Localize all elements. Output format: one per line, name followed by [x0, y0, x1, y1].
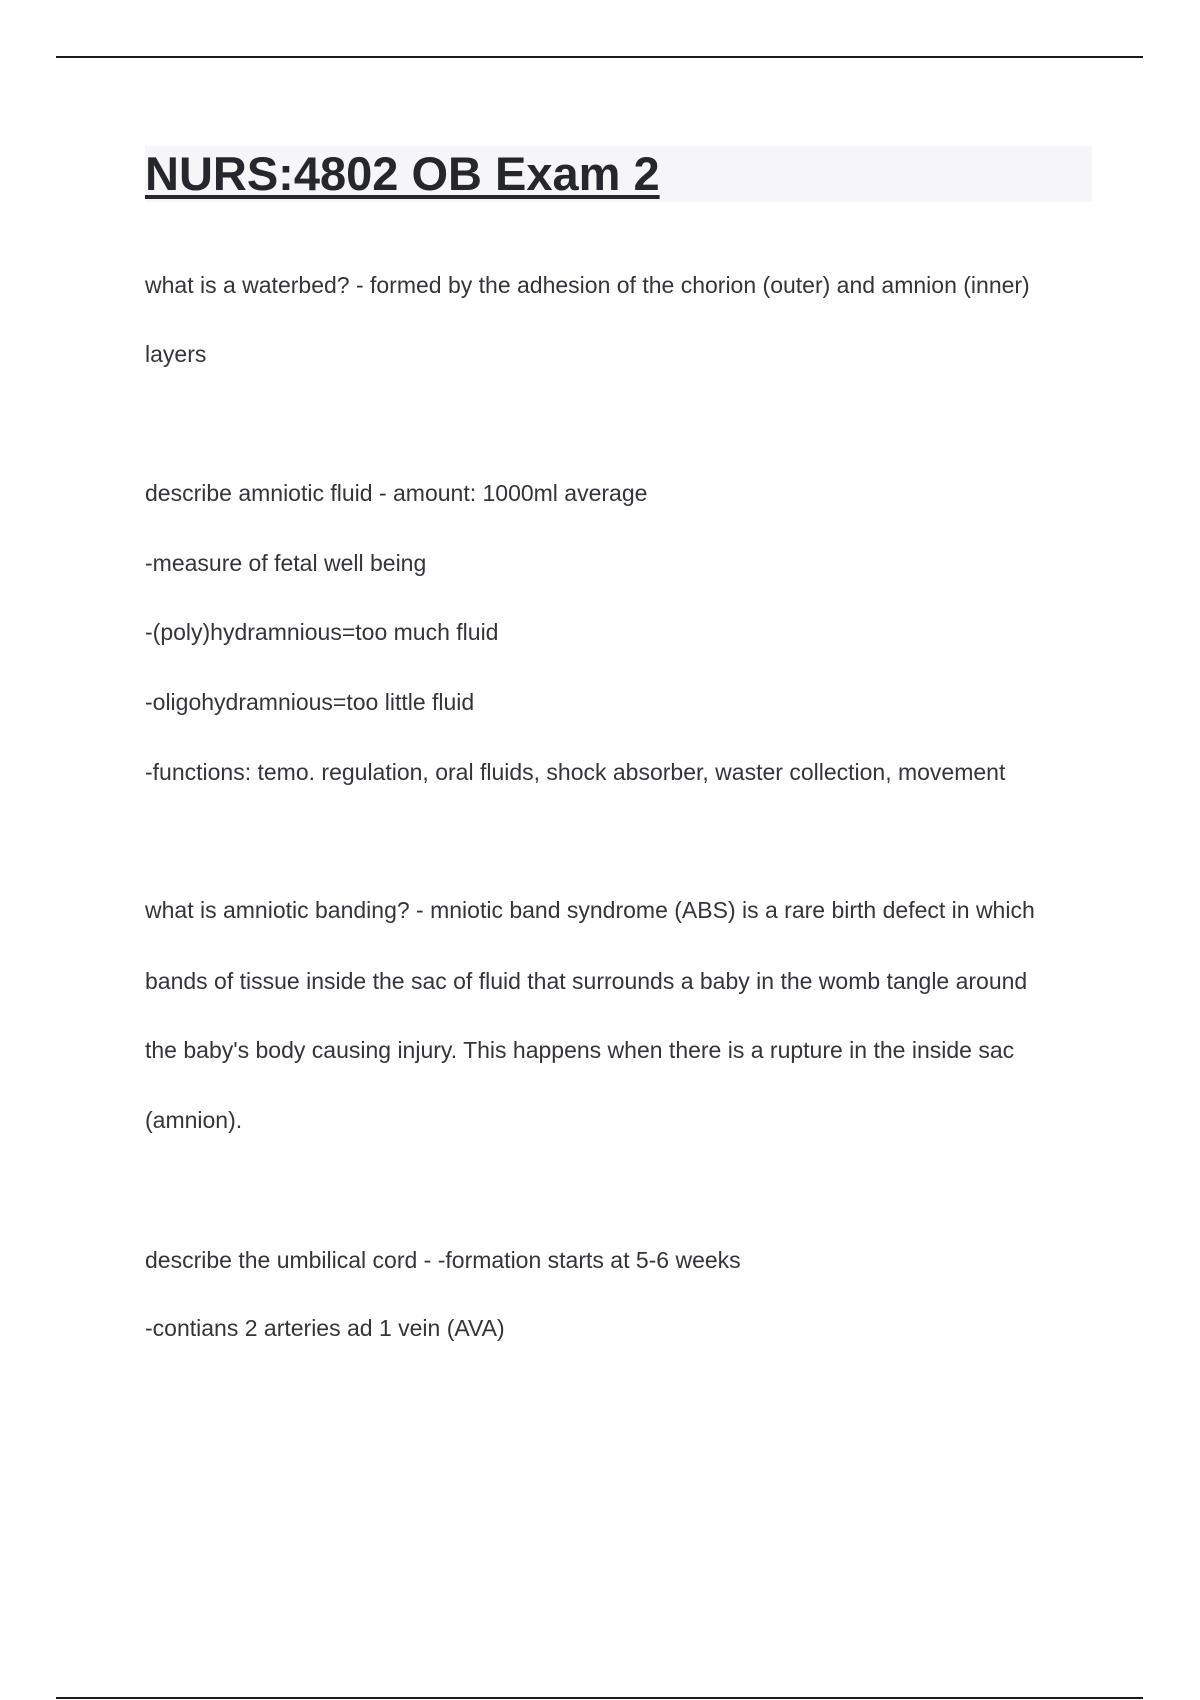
- qa-line-banding-2: bands of tissue inside the sac of fluid that surrounds a baby in the womb tangle around: [145, 968, 1028, 994]
- qa-line-amniotic-5: -functions: temo. regulation, oral fluids, shock absorber, waster collection, movement: [145, 759, 1006, 785]
- document-title: NURS:4802 OB Exam 2: [145, 147, 660, 200]
- qa-line-banding-3: the baby's body causing injury. This happens when there is a rupture in the inside sac: [145, 1037, 1015, 1063]
- qa-line-cord-1: describe the umbilical cord - -formation starts at 5-6 weeks: [145, 1247, 741, 1273]
- qa-line-banding-1: what is amniotic banding? - mniotic band syndrome (ABS) is a rare birth defect in which: [145, 897, 1035, 923]
- qa-line-banding-4: (amnion).: [145, 1107, 243, 1133]
- qa-line-cord-2: -contians 2 arteries ad 1 vein (AVA): [145, 1315, 505, 1341]
- qa-line-amniotic-3: -(poly)hydramnious=too much fluid: [145, 619, 499, 645]
- qa-line-amniotic-1: describe amniotic fluid - amount: 1000ml average: [145, 480, 648, 506]
- qa-line-amniotic-4: -oligohydramnious=too little fluid: [145, 689, 475, 715]
- qa-line-waterbed-2: layers: [145, 341, 207, 367]
- top-rule: [56, 56, 1143, 58]
- qa-line-waterbed-1: what is a waterbed? - formed by the adhesion of the chorion (outer) and amnion (inner): [145, 272, 1030, 298]
- bottom-rule: [56, 1697, 1143, 1699]
- qa-line-amniotic-2: -measure of fetal well being: [145, 550, 427, 576]
